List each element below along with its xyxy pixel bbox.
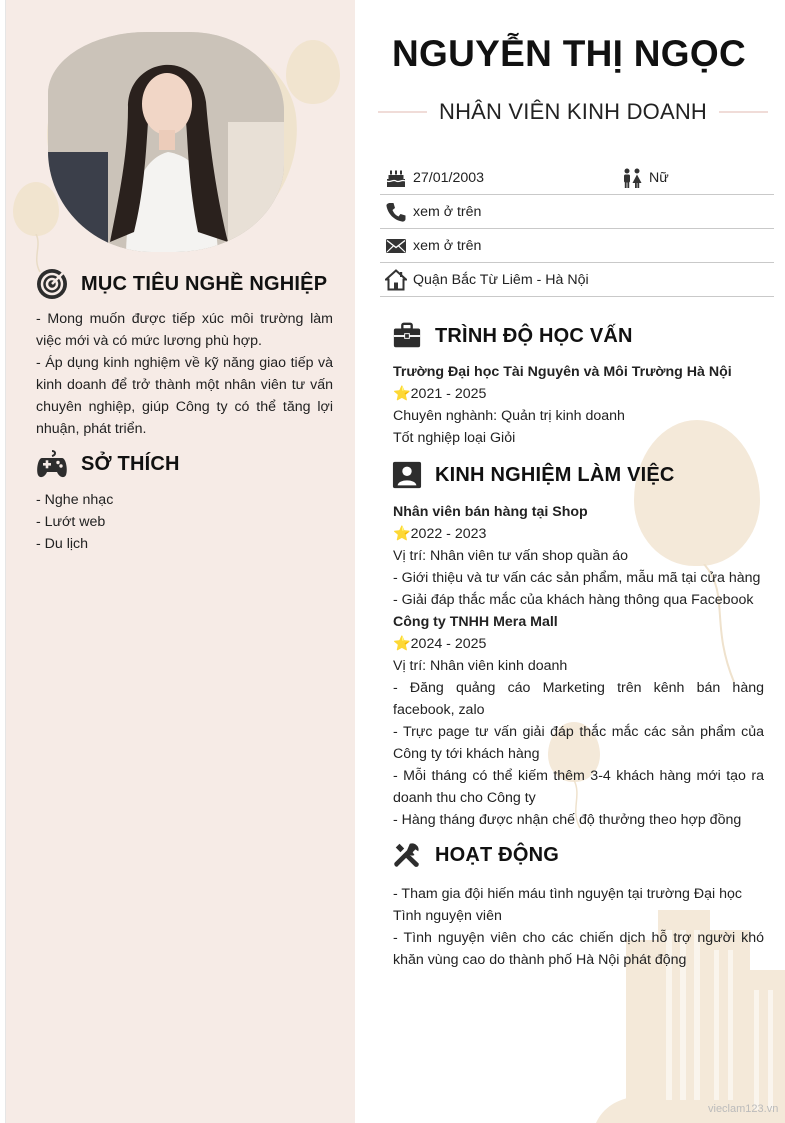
text-line: chuyên nghiệp, giúp Công ty có thể tăng lợi (36, 399, 333, 415)
text-line: kinh doanh để trở thành một nhân viên tư vấn (36, 377, 333, 393)
activity-line: - Tình nguyện viên cho các chiến dịch hỗ trợ người khó (393, 930, 764, 946)
birthday-item (380, 167, 616, 189)
phone-item (380, 201, 481, 223)
study-period: ⭐2021 - 2025 (393, 386, 487, 402)
job-duty: - Hàng tháng được nhận chế độ thưởng theo hợp đồng (393, 812, 742, 828)
tools-icon (392, 840, 422, 870)
info-row-birthday (380, 161, 774, 195)
candidate-name: NGUYỄN THỊ NGỌC (392, 33, 746, 74)
envelope-icon (385, 235, 407, 257)
job-title: NHÂN VIÊN KINH DOANH (438, 99, 708, 124)
activities-heading (392, 840, 559, 870)
activities-block (393, 883, 764, 971)
divider (378, 111, 427, 113)
info-row-email (380, 229, 774, 263)
target-icon (36, 268, 68, 300)
experience-heading (392, 460, 675, 490)
birthday-cake-icon (385, 167, 407, 189)
list-item: - Nghe nhạc (36, 492, 114, 508)
job-duty: - Trực page tư vấn giải đáp thắc mắc các sản phẩm của (393, 724, 764, 740)
hobbies-heading (36, 448, 180, 480)
phone-icon (385, 201, 407, 223)
info-row-address (380, 263, 774, 297)
job-duty: - Mỗi tháng có thể kiếm thêm 3-4 khách hàng mới tạo ra (393, 768, 764, 784)
profile-photo (48, 32, 284, 252)
education-block (393, 361, 764, 449)
text-line: - Áp dụng kinh nghiệm về kỹ năng giao tiếp và (36, 355, 333, 371)
job-company: Nhân viên bán hàng tại Shop (393, 504, 588, 520)
job-duty: doanh thu cho Công ty (393, 790, 536, 806)
job-period: ⭐2024 - 2025 (393, 636, 487, 652)
job-position: Vị trí: Nhân viên kinh doanh (393, 658, 568, 674)
objective-text (36, 308, 333, 440)
email-value: xem ở trên (413, 237, 482, 254)
education-heading (392, 321, 633, 351)
gamepad-icon (36, 448, 68, 480)
job-duty: facebook, zalo (393, 702, 485, 718)
page-edge (0, 0, 6, 1123)
section-title: MỤC TIÊU NGHỀ NGHIỆP (81, 272, 328, 295)
experience-block (393, 501, 764, 831)
phone-value: xem ở trên (413, 203, 482, 220)
text-line: - Mong muốn được tiếp xúc môi trường làm (36, 311, 333, 327)
briefcase-icon (392, 321, 422, 351)
list-item: - Lướt web (36, 514, 106, 530)
section-title: KINH NGHIỆM LÀM VIỆC (435, 463, 675, 486)
info-row-phone (380, 195, 774, 229)
graduation-grade: Tốt nghiệp loại Giỏi (393, 430, 516, 446)
text-line: việc mới và có mức lương phù hợp. (36, 333, 262, 349)
job-duty: - Giải đáp thắc mắc của khách hàng thông qua Facebook (393, 592, 754, 608)
section-title: TRÌNH ĐỘ HỌC VẤN (435, 324, 633, 347)
job-position: Vị trí: Nhân viên tư vấn shop quần áo (393, 548, 629, 564)
role-banner (378, 98, 768, 126)
activity-line: khăn vùng cao do thành phố Hà Nội phát động (393, 952, 687, 968)
job-company: Công ty TNHH Mera Mall (393, 614, 558, 630)
job-duty: - Đăng quảng cáo Marketing trên kênh bán hàng (393, 680, 764, 696)
divider (719, 111, 768, 113)
school-name: Trường Đại học Tài Nguyên và Môi Trường Hà Nội (393, 364, 732, 380)
objective-heading (36, 268, 327, 300)
major: Chuyên nghành: Quản trị kinh doanh (393, 408, 625, 424)
user-card-icon (392, 460, 422, 490)
list-item: - Du lịch (36, 536, 89, 552)
gender-item (616, 167, 669, 189)
job-period: ⭐2022 - 2023 (393, 526, 487, 542)
gender-value: Nữ (649, 169, 669, 186)
text-line: nhuận, phát triển. (36, 421, 147, 437)
address-value: Quận Bắc Từ Liêm - Hà Nội (413, 271, 589, 288)
person-photo-icon (48, 32, 284, 252)
watermark: vieclam123.vn (708, 1103, 779, 1115)
hobbies-list (36, 489, 333, 555)
activity-line: Tình nguyện viên (393, 908, 502, 924)
job-duty: - Giới thiệu và tư vấn các sản phẩm, mẫu mã tại cửa hàng (393, 570, 761, 586)
birthday-value: 27/01/2003 (413, 169, 485, 186)
avatar (40, 28, 300, 253)
activity-line: - Tham gia đội hiến máu tình nguyện tại trường Đại học (393, 886, 742, 902)
home-icon (385, 269, 407, 291)
address-item (380, 269, 589, 291)
gender-icon (621, 167, 643, 189)
section-title: SỞ THÍCH (81, 452, 180, 475)
section-title: HOẠT ĐỘNG (435, 843, 560, 866)
email-item (380, 235, 481, 257)
job-duty: Công ty tới khách hàng (393, 746, 540, 762)
